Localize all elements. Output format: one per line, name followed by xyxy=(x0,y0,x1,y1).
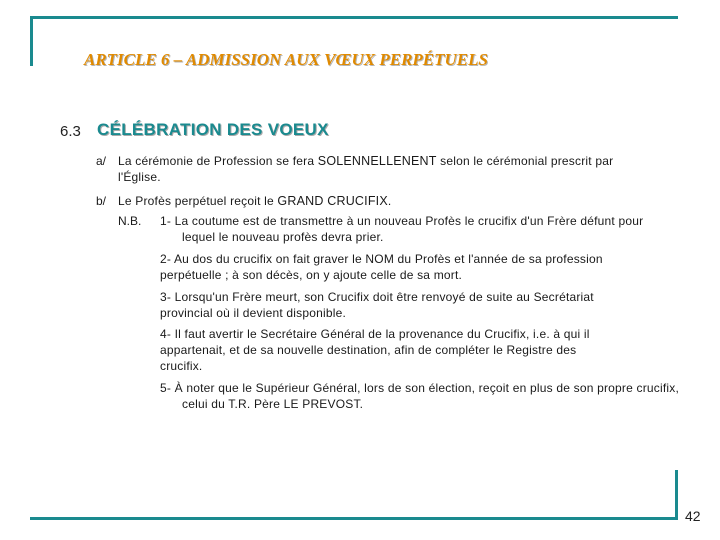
item-a-label: a/ xyxy=(96,154,107,168)
note-2: 2- Au dos du crucifix on fait graver le NOM du Profès et l'année de sa profession perpétuelle ; à son décès, on y ajoute celle de sa mort. xyxy=(160,252,603,282)
note-4: 4- Il faut avertir le Secrétaire Général de la provenance du Crucifix, i.e. à qui il appartenait, et de sa nouvelle destination, afin de compléter le Registre des crucifix. xyxy=(160,327,590,373)
item-a-text xyxy=(118,153,648,185)
left-rule xyxy=(30,16,33,66)
top-rule xyxy=(30,16,678,19)
item-a-text-before: La cérémonie de Profession se fera xyxy=(118,154,318,168)
section-title: CÉLÉBRATION DES VOEUX xyxy=(97,120,329,139)
section-number: 6.3 xyxy=(60,123,81,140)
nb-label: N.B. xyxy=(118,214,142,228)
item-b-text-after: . xyxy=(387,194,392,208)
note-3: 3- Lorsqu'un Frère meurt, son Crucifix doit être renvoyé de suite au Secrétariat provincial où il devient disponible. xyxy=(160,290,594,320)
item-b-text-before: Le Profès perpétuel reçoit le xyxy=(118,194,278,208)
note-5: 5- À noter que le Supérieur Général, lors de son élection, reçoit en plus de son propre crucifix, celui du T.R. Père LE PREVOST. xyxy=(160,381,680,411)
page-number: 42 xyxy=(685,508,701,524)
note-1: 1- La coutume est de transmettre à un nouveau Profès le crucifix d'un Frère défunt pour lequel le nouveau profès devra prier. xyxy=(160,214,644,244)
item-b-emphasis: GRAND CRUCIFIX xyxy=(277,194,388,208)
item-a-text-after: selon le cérémonial prescrit par l'Église. xyxy=(118,154,614,184)
item-b-text xyxy=(118,193,648,209)
item-b-label: b/ xyxy=(96,194,107,208)
article-title: ARTICLE 6 – ADMISSION AUX VŒUX PERPÉTUELS xyxy=(84,50,488,69)
bottom-rule xyxy=(30,517,678,520)
item-a-emphasis: SOLENNELLENENT xyxy=(317,154,437,168)
right-rule xyxy=(675,470,678,520)
